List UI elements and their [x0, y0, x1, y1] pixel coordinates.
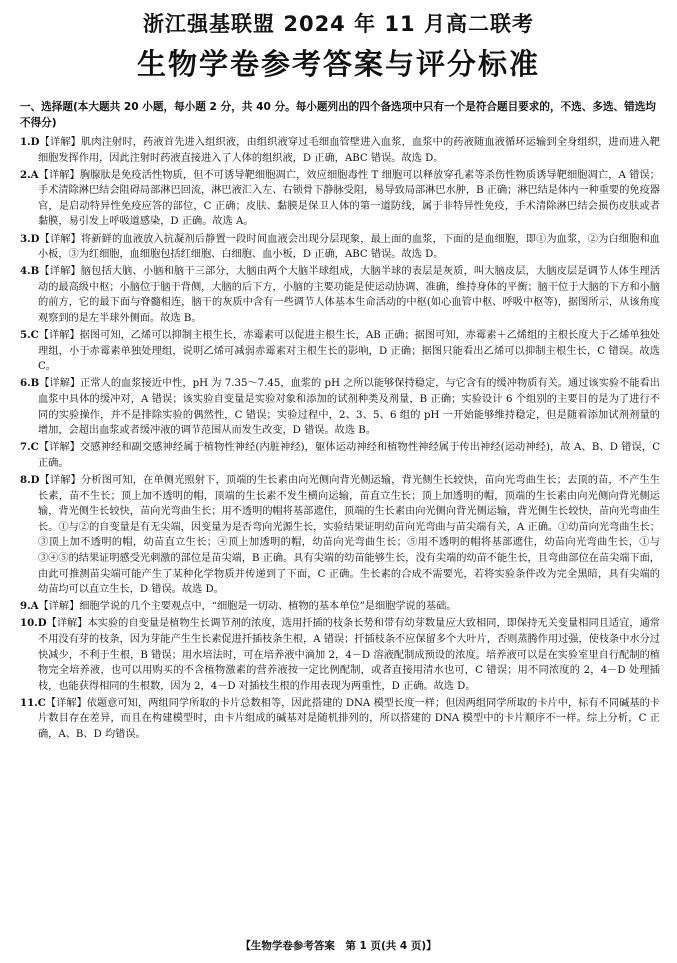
answer-explanation: 【详解】正常人的血浆接近中性，pH 为 7.35～7.45，血浆的 pH 之所以能够保持稳定，与它含有的缓冲物质有关。通过该实验不能看出血浆中具体的缓冲对，A 错误；该实验自变量是实验对象和添加的试剂种类及剂量，B 正确；实验设计 6 个组别的主要目的是为了进行不同的实验操作，并不是排除实验的偶然性，C 错误；实验过程中，2、3、5、6 组的 pH 一开始能够维持稳定，但是随着添加试剂剂量的增加，会超出血浆或者缓冲液的调节范围从而发生改变，D 错误。故选 B。	[38, 378, 660, 437]
answer-letter: B	[30, 265, 40, 278]
answer-explanation: 【详解】交感神经和副交感神经属于植物性神经(内脏神经)，躯体运动神经和植物性神经属于传出神经(运动神经)，故 A、B、D 错误，C 正确。	[38, 442, 660, 469]
answer-letter: D	[30, 136, 40, 148]
answer-explanation: 【详解】将新鲜的血液放入抗凝剂后静置一段时间血液会出现分层现象，最上面的血浆，下面的是血细胞，即①为血浆，②为白细胞和血小板，③为红细胞，血细胞包括红细胞、白细胞、血小板，D 正确，ABC 错误。故选 D。	[38, 233, 660, 261]
answer-explanation: 【详解】肌肉注射时，药液首先进入组织液，由组织液穿过毛细血管壁进入血浆，血浆中的药液随血液循环运输到全身组织，进而进入靶细胞发挥作用，因此注射时药液直接进入了人体的组织液，D 正确，ABC 错误。故选 D。	[38, 137, 660, 164]
answer-letter: A	[30, 600, 39, 613]
answer-explanation: 【详解】据图可知，乙烯可以抑制主根生长，赤霉素可以促进主根生长，AB 正确；据图可知，赤霉素＋乙烯组的主根长度大于乙烯单独处理组，小于赤霉素单独处理组，说明乙烯可减弱赤霉素对主根生长的影响，D 正确；据图只能看出乙烯可以抑制主根生长，C 错误。故选 C。	[38, 330, 660, 373]
answer-explanation: 【详解】脑包括大脑、小脑和脑干三部分，大脑由两个大脑半球组成，大脑半球的表层是灰质，叫大脑皮层，大脑皮层是调节人体生理活动的最高级中枢；小脑位于脑干背侧，大脑的后下方，小脑的主要功能是使运动协调、准确，维持身体的平衡；脑干位于大脑的下方和小脑的前方，它的最下面与脊髓相连，脑干的灰质中含有一些调节人体基本生命活动的中枢(如心血管中枢、呼吸中枢等)，据图所示，从该角度观察到的是左半球外侧面。故选 B。	[38, 266, 660, 325]
answer-item	[20, 440, 660, 471]
exam-title: 浙江强基联盟 2024 年 11 月高二联考	[143, 12, 534, 36]
answer-letter: D	[30, 232, 40, 245]
answer-explanation: 【详解】分析图可知，在单侧光照射下，顶端的生长素由向光侧向背光侧运输，背光侧生长较快，苗向光弯曲生长；去顶的苗，不产生生长素，苗不生长；顶上加不透明的帽，顶端的生长素不发生横向运输，苗直立生长；顶上加透明的帽，顶端的生长素由向光侧向背光侧运输，背光侧生长较快，苗向光弯曲生长；用不透明的帽将基部遮住，顶端的生长素由向光侧向背光侧运输，背光侧生长较快，苗向光弯曲生长。①与②的自变量是有无尖端，因变量为是否弯向光源生长，实验结果证明幼苗向光弯曲与苗尖端有关，A 正确。①幼苗向光弯曲生长；③顶上加不透明的帽，幼苗直立生长；④顶上加透明的帽，幼苗向光弯曲生长；⑤用不透明的帽将基部遮住，幼苗向光弯曲生长，①与③④⑤的结果证明感受光刺激的部位是苗尖端，B 正确。具有尖端的幼苗能够生长，没有尖端的幼苗不能生长，且弯曲部位在苗尖端下面，由此可推测苗尖端可能产生了某种化学物质并传递到了下面，C 正确。生长素的合成不需要光，若将实验条件改为完全黑暗，具有尖端的幼苗均可以直立生长，D 错误。故选 D。	[38, 474, 660, 596]
answer-letter: D	[30, 473, 40, 486]
answer-item	[20, 168, 660, 230]
question-number: 2.	[20, 168, 31, 181]
answer-item	[20, 696, 660, 743]
question-number: 6.	[20, 377, 31, 390]
answer-explanation: 【详解】依题意可知，两组同学所取的卡片总数相等，因此搭建的 DNA 模型长度一样；但因两组同学所取的卡片中，标有不同碱基的卡片数目存在差异，而且在构建模型时，由卡片组成的碱基对是随机排列的，所以搭建的 DNA 模型中的卡片顺序不一样。综上分析，C 正确，A、B、D 均错误。	[38, 697, 660, 740]
page-footer: 【生物学卷参考答案 第 1 页(共 4 页)】	[240, 940, 437, 952]
answer-explanation: 【详解】胸腺肽是免疫活性物质，但不可诱导靶细胞凋亡，效应细胞毒性 T 细胞可以释放穿孔素等杀伤性物质诱导靶细胞凋亡，A 错误；手术清除淋巴结会阻碍局部淋巴回流，淋巴液汇入左、右锁骨下静脉受阻，易导致局部淋巴水肿，B 正确；淋巴结是体内一种重要的免疫器官，是启动特异性免疫应答的部位，C 正确；皮肤、黏膜是保卫人体的第一道防线，属于非特异性免疫，手术清除淋巴结会损伤皮肤或者黏膜，易引发上呼吸道感染，D 正确。故选 A。	[38, 169, 660, 228]
question-number: 11.	[20, 696, 38, 709]
question-number: 8.	[20, 473, 31, 486]
answer-item	[20, 264, 660, 326]
answer-item	[20, 232, 660, 263]
answer-letter: A	[30, 168, 39, 181]
answer-explanation: 【详解】细胞学说的几个主要观点中，“细胞是一切动、植物的基本单位”是细胞学说的基础。	[38, 601, 457, 613]
answer-item	[20, 376, 660, 438]
answer-letter: C	[30, 329, 39, 342]
question-number: 7.	[20, 441, 31, 454]
answer-letter: D	[37, 617, 47, 630]
answer-item	[20, 599, 660, 615]
answer-letter: C	[37, 696, 46, 709]
document-title: 生物学卷参考答案与评分标准	[136, 47, 540, 81]
question-number: 4.	[20, 265, 31, 278]
answer-item	[20, 473, 660, 598]
answer-list	[20, 135, 660, 744]
question-number: 5.	[20, 329, 31, 342]
question-number: 1.	[20, 136, 31, 148]
question-number: 3.	[20, 232, 31, 245]
answer-item	[20, 616, 660, 694]
answer-letter: C	[30, 441, 39, 454]
answer-item	[20, 135, 660, 166]
answer-explanation: 【详解】本实验的自变量是植物生长调节剂的浓度，选用扦插的枝条长势和带有幼芽数量应大致相同，即保持无关变量相同且适宜，通常不用没有芽的枝条，因为芽能产生生长素促进扦插枝条生根，A 错误；扦插枝条不应保留多个大叶片，否则蒸腾作用过强，使枝条中水分过快减少，不利于生根，B 错误；用水培法时，可在培养液中滴加 2，4－D 溶液配制成预设的浓度。培养液可以是在实验室里自行配制的植物完全培养液，也可以用购买的不含植物激素的营养液按一定比例配制，或者直接用清水也可，C 错误；用不同浓度的 2，4－D 处理插枝，也能获得相同的生根数，因为 2，4－D 对插枝生根的作用表现为两重性，D 正确。故选 D。	[38, 618, 660, 692]
section-heading: 一、选择题(本大题共 20 小题，每小题 2 分，共 40 分。每小题列出的四个备选项中只有一个是符合题目要求的，不选、多选、错选均不得分)	[20, 101, 656, 129]
question-number: 9.	[20, 600, 31, 613]
question-number: 10.	[20, 617, 38, 630]
answer-item	[20, 328, 660, 375]
answer-letter: B	[30, 377, 40, 390]
